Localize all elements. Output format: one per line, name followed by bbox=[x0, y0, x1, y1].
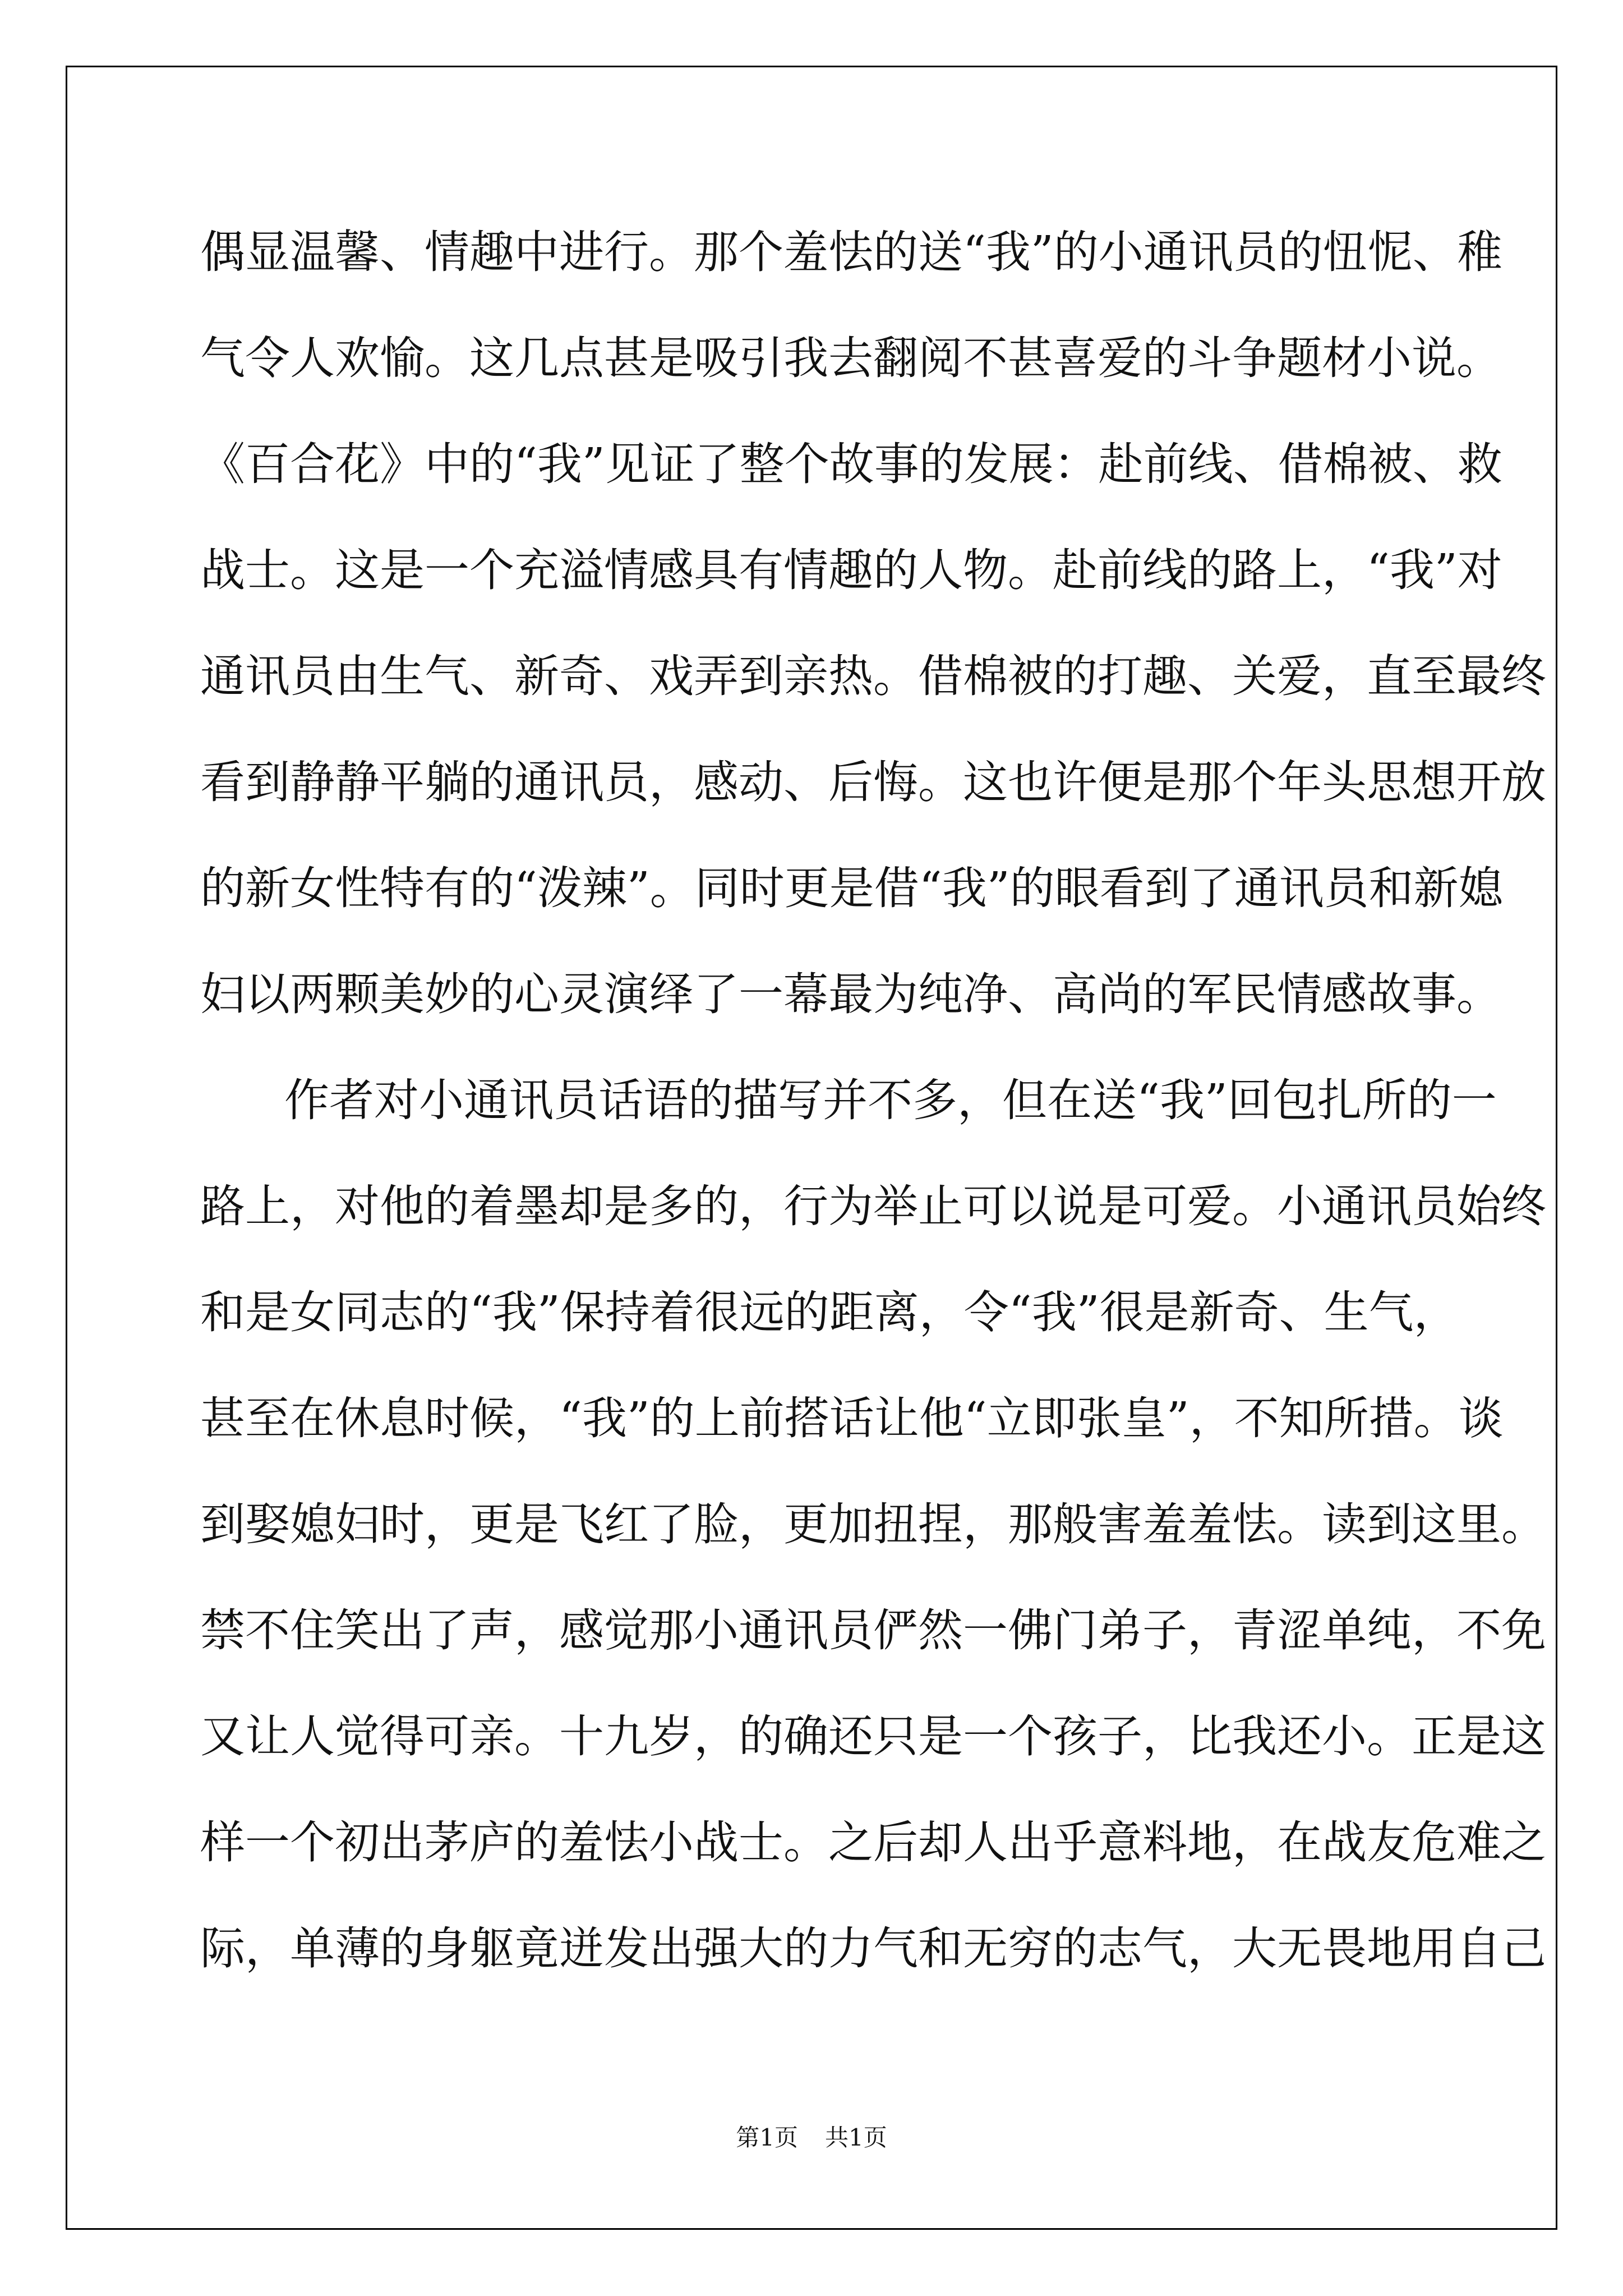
text-line: 到娶媳妇时，更是飞红了脸，更加扭捏，那般害羞羞怯。读到这里。 bbox=[200, 1498, 1546, 1550]
page-number: 第1页 bbox=[736, 2124, 798, 2151]
text-line: 甚至在休息时候，“我”的上前搭话让他“立即张皇”，不知所措。谈 bbox=[200, 1392, 1504, 1444]
text-line: 又让人觉得可亲。十九岁，的确还只是一个孩子，比我还小。正是这 bbox=[200, 1710, 1546, 1763]
text-line: 通讯员由生气、新奇、戏弄到亲热。借棉被的打趣、关爱，直至最终 bbox=[200, 650, 1546, 702]
page-footer bbox=[0, 2124, 1623, 2152]
text-line: 样一个初出茅庐的羞怯小战士。之后却人出乎意料地，在战友危难之 bbox=[200, 1816, 1546, 1869]
text-line: 气令人欢愉。这几点甚是吸引我去翻阅不甚喜爱的斗争题材小说。 bbox=[200, 332, 1501, 384]
text-line: 战士。这是一个充溢情感具有情趣的人物。赴前线的路上，“我”对 bbox=[200, 544, 1502, 596]
text-line: 和是女同志的“我”保持着很远的距离，令“我”很是新奇、生气， bbox=[200, 1286, 1459, 1338]
text-line: 禁不住笑出了声，感觉那小通讯员俨然一佛门弟子，青涩单纯，不免 bbox=[200, 1604, 1546, 1657]
text-line: 妇以两颗美妙的心灵演绎了一幕最为纯净、高尚的军民情感故事。 bbox=[200, 968, 1501, 1020]
text-line: 偶显温馨、情趣中进行。那个羞怯的送“我”的小通讯员的忸怩、稚 bbox=[200, 226, 1502, 278]
text-line: 路上，对他的着墨却是多的，行为举止可以说是可爱。小通讯员始终 bbox=[200, 1180, 1546, 1232]
document-body bbox=[200, 199, 1546, 2001]
text-line-indented: 作者对小通讯员话语的描写并不多，但在送“我”回包扎所的一 bbox=[284, 1074, 1497, 1126]
page-total: 共1页 bbox=[825, 2124, 887, 2151]
text-line: 的新女性特有的“泼辣”。同时更是借“我”的眼看到了通讯员和新媳 bbox=[200, 862, 1504, 914]
text-line: 际，单薄的身躯竟迸发出强大的力气和无穷的志气，大无畏地用自己 bbox=[200, 1922, 1546, 1975]
text-line: 《百合花》中的“我”见证了整个故事的发展：赴前线、借棉被、救 bbox=[200, 438, 1502, 490]
text-line: 看到静静平躺的通讯员，感动、后悔。这也许便是那个年头思想开放 bbox=[200, 756, 1546, 808]
